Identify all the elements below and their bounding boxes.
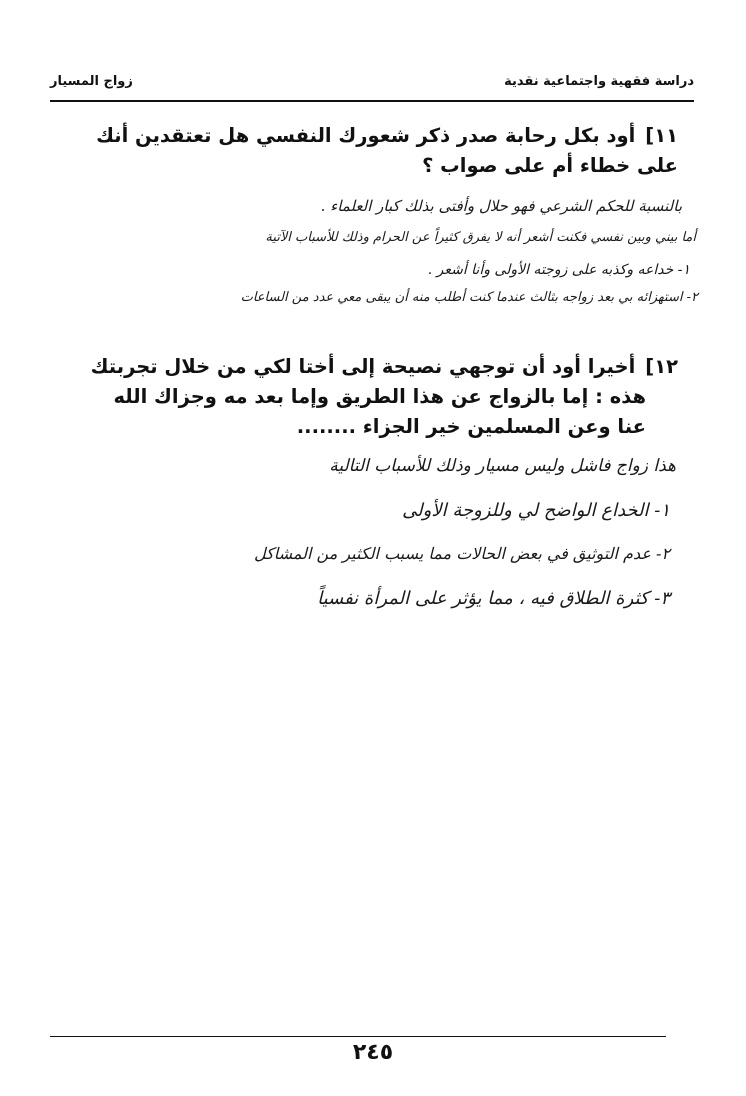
handwritten-answer-line: ١- الخداع الواضح لي وللزوجة الأولى bbox=[402, 500, 670, 521]
page-number: ٢٤٥ bbox=[352, 1040, 394, 1065]
header-left-title: زواج المسيار bbox=[50, 74, 133, 89]
handwritten-answer-line: ٢- استهزائه بي بعد زواجه بثالث عندما كنت أطلب منه أن يبقى معي عدد من الساعات bbox=[240, 290, 698, 305]
question-number: ١٢] bbox=[645, 355, 678, 378]
question-line: عنا وعن المسلمين خير الجزاء ........ bbox=[296, 415, 646, 438]
header-rule bbox=[50, 100, 694, 102]
handwritten-answer-line: بالنسبة للحكم الشرعي فهو حلال وأفتى بذلك كبار العلماء . bbox=[320, 197, 682, 215]
question-line: هذه : إما بالزواج عن هذا الطريق وإما بعد مه وجزاك الله bbox=[113, 385, 646, 408]
handwritten-answer-line: ١- خداعه وكذبه على زوجته الأولى وأنا أشعر . bbox=[427, 262, 690, 278]
question-12 bbox=[91, 352, 678, 442]
header-right-title: دراسة فقهية واجتماعية نقدية bbox=[504, 74, 694, 89]
question-number: ١١] bbox=[645, 124, 678, 147]
handwritten-answer-line: هذا زواج فاشل وليس مسيار وذلك للأسباب التالية bbox=[329, 456, 676, 476]
handwritten-answer-line: ٣- كثرة الطلاق فيه ، مما يؤثر على المرأة نفسياً bbox=[317, 588, 670, 609]
footer-rule bbox=[50, 1036, 666, 1037]
question-11 bbox=[96, 121, 678, 181]
question-line: ١١]أود بكل رحابة صدر ذكر شعورك النفسي هل تعتقدين أنك bbox=[96, 124, 678, 147]
handwritten-answer-line: أما بيني وبين نفسي فكنت أشعر أنه لا يفرق كثيراً عن الحرام وذلك للأسباب الآتية bbox=[265, 230, 696, 245]
question-line: ١٢]أخيرا أود أن توجهي نصيحة إلى أختا لكي من خلال تجربتك bbox=[90, 355, 678, 378]
running-header bbox=[50, 74, 694, 96]
handwritten-answer-line: ٢- عدم التوثيق في بعض الحالات مما يسبب الكثير من المشاكل bbox=[253, 544, 670, 563]
question-line: على خطاء أم على صواب ؟ bbox=[422, 154, 678, 177]
